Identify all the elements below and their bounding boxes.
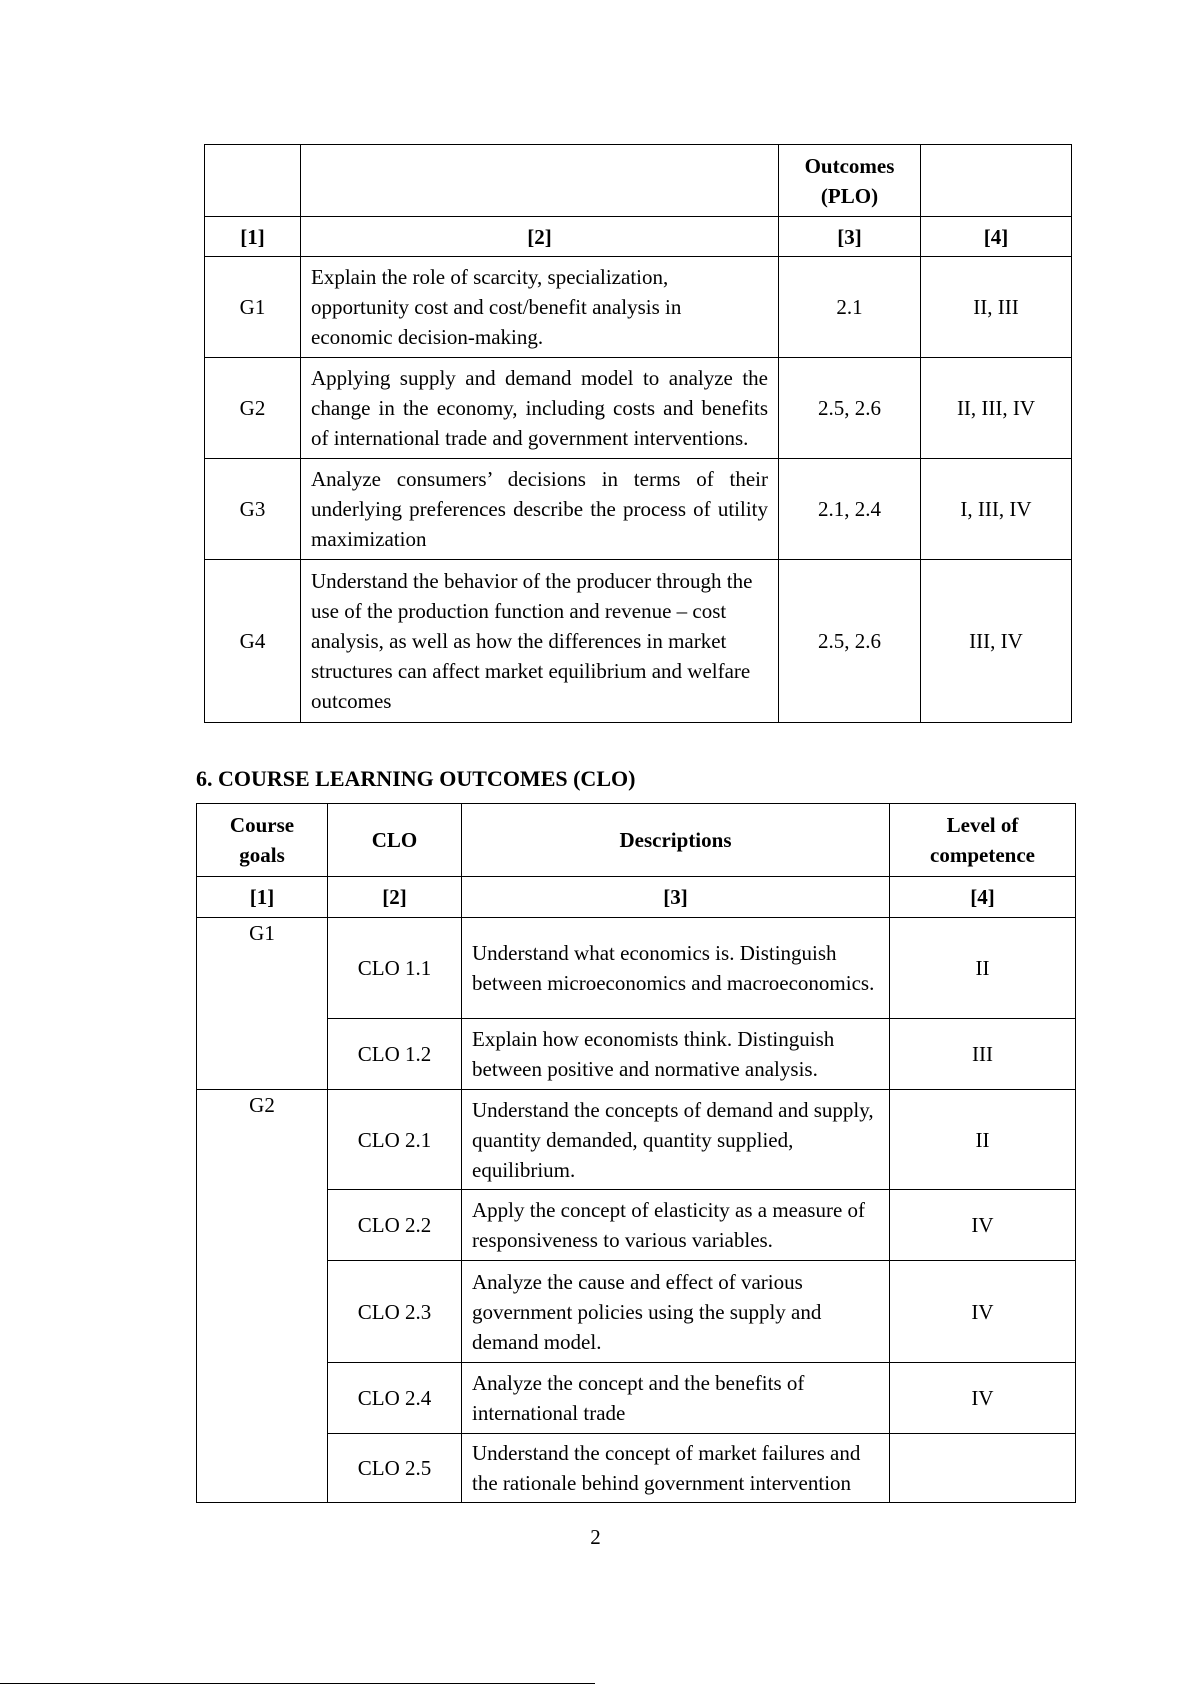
level-cell: IV [890,1261,1076,1363]
clo-cell: CLO 2.3 [328,1261,462,1363]
clo-table [196,803,1076,1503]
header-level-line1: Level of [946,813,1019,837]
header-outcomes [779,145,921,217]
description-cell: Understand the concept of market failures and the rationale behind government intervention [462,1434,890,1503]
table-row [205,257,1072,358]
description-cell: Understand the behavior of the producer through the use of the production function and revenue – cost analysis, as well as how the differences in market structures can affect market equilibrium and welfare outcomes [301,560,779,723]
table-row [197,918,1076,1019]
level-cell: IV [890,1190,1076,1261]
level-cell: III [890,1019,1076,1090]
description-cell: Understand the concepts of demand and supply, quantity demanded, quantity supplied, equilibrium. [462,1090,890,1190]
level-cell: II [890,1090,1076,1190]
plo-cell: 2.5, 2.6 [779,358,921,459]
plo-cell: 2.1 [779,257,921,358]
description-cell: Apply the concept of elasticity as a measure of responsiveness to various variables. [462,1190,890,1261]
level-cell: III, IV [921,560,1072,723]
index-row [205,217,1072,257]
description-cell: Analyze consumers’ decisions in terms of their underlying preferences describe the process of utility maximization [301,459,779,560]
index-cell: [1] [197,877,328,918]
index-cell: [4] [921,217,1072,257]
header-outcomes-line1: Outcomes [804,153,895,178]
goal-cell: G2 [205,358,301,459]
table-row [205,459,1072,560]
description-cell: Explain how economists think. Distinguish between positive and normative analysis. [462,1019,890,1090]
index-cell: [2] [328,877,462,918]
goal-cell: G2 [197,1090,328,1503]
index-cell: [1] [205,217,301,257]
level-cell: II, III [921,257,1072,358]
level-cell: II [890,918,1076,1019]
header-clo: CLO [328,804,462,877]
clo-cell: CLO 2.4 [328,1363,462,1434]
level-cell: IV [890,1363,1076,1434]
section-title: 6. COURSE LEARNING OUTCOMES (CLO) [196,766,636,791]
header-cell-empty [301,145,779,217]
table-row [197,1090,1076,1190]
description-cell: Applying supply and demand model to analyze the change in the economy, including costs and benefits of international trade and government interventions. [301,358,779,459]
table-row [205,560,1072,723]
index-cell: [3] [779,217,921,257]
index-cell: [2] [301,217,779,257]
table-header-row [205,145,1072,217]
header-level-line2: competence [930,843,1035,867]
level-cell: II, III, IV [921,358,1072,459]
plo-cell: 2.1, 2.4 [779,459,921,560]
course-goals-table [204,144,1072,723]
table-row [197,1363,1076,1434]
clo-cell: CLO 1.2 [328,1019,462,1090]
goal-cell: G3 [205,459,301,560]
index-row [197,877,1076,918]
header-course-goals-line2: goals [239,843,285,867]
table-row [197,1019,1076,1090]
clo-cell: CLO 2.1 [328,1090,462,1190]
table-row [197,1434,1076,1503]
header-course-goals [197,804,328,877]
goal-cell: G4 [205,560,301,723]
header-level [890,804,1076,877]
header-course-goals-line1: Course [229,813,295,837]
clo-cell: CLO 1.1 [328,918,462,1019]
level-cell: I, III, IV [921,459,1072,560]
description-cell: Analyze the concept and the benefits of international trade [462,1363,890,1434]
table-row [197,1190,1076,1261]
description-cell: Analyze the cause and effect of various government policies using the supply and demand model. [462,1261,890,1363]
clo-cell: CLO 2.2 [328,1190,462,1261]
page-number: 2 [590,1525,601,1549]
header-cell-empty [205,145,301,217]
description-cell: Understand what economics is. Distinguish between microeconomics and macroeconomics. [462,918,890,1019]
header-descriptions: Descriptions [462,804,890,877]
table-row [197,1261,1076,1363]
footer-divider [0,1683,595,1684]
index-cell: [4] [890,877,1076,918]
table-row [205,358,1072,459]
table-header-row [197,804,1076,877]
header-cell-empty [921,145,1072,217]
index-cell: [3] [462,877,890,918]
level-cell [890,1434,1076,1503]
header-outcomes-line2: (PLO) [820,183,879,208]
goal-cell: G1 [197,918,328,1090]
clo-cell: CLO 2.5 [328,1434,462,1503]
goal-cell: G1 [205,257,301,358]
description-cell: Explain the role of scarcity, specialization, opportunity cost and cost/benefit analysis in economic decision-making. [301,257,779,358]
plo-cell: 2.5, 2.6 [779,560,921,723]
